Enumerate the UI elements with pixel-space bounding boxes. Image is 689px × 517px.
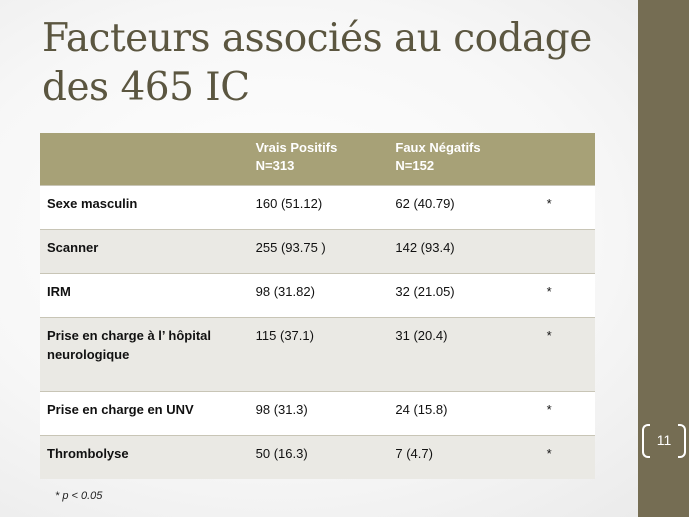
table-row <box>40 391 595 435</box>
row-significance: * <box>546 195 552 211</box>
header-vrais-positifs <box>249 133 389 185</box>
row-fn-value: 32 (21.05) <box>395 283 455 299</box>
row-label: Prise en charge à l’ hôpital neurologique <box>47 327 212 362</box>
row-vp-value: 115 (37.1) <box>255 327 314 343</box>
table-row <box>40 185 595 229</box>
table-row <box>40 229 595 273</box>
table-row <box>40 317 595 391</box>
table-header-row <box>40 133 595 185</box>
row-vp-value: 98 (31.3) <box>255 401 308 417</box>
row-fn-value: 24 (15.8) <box>395 401 448 417</box>
row-vp-value: 160 (51.12) <box>255 195 323 211</box>
page-number: 11 <box>656 432 672 448</box>
header-vp-count: N=313 <box>255 158 295 173</box>
row-fn-value: 7 (4.7) <box>395 445 433 461</box>
row-label: Sexe masculin <box>47 195 138 211</box>
slide-title <box>42 14 622 112</box>
title-line-2: des 465 IC <box>42 65 250 110</box>
bracket-left-icon <box>642 424 650 458</box>
table-row <box>40 435 595 479</box>
header-empty <box>40 133 249 185</box>
bracket-right-icon <box>678 424 686 458</box>
footnote: * p < 0.05 <box>55 490 103 502</box>
row-significance: * <box>546 401 552 417</box>
header-faux-negatifs <box>388 133 539 185</box>
header-vp-label: Vrais Positifs <box>255 140 338 155</box>
row-fn-value: 142 (93.4) <box>395 239 455 255</box>
factors-table <box>40 133 595 479</box>
row-significance <box>540 229 595 273</box>
row-label: Scanner <box>47 239 99 255</box>
row-label: Prise en charge en UNV <box>47 401 194 417</box>
row-fn-value: 31 (20.4) <box>395 327 448 343</box>
row-significance: * <box>546 445 552 461</box>
row-fn-value: 62 (40.79) <box>395 195 455 211</box>
row-vp-value: 98 (31.82) <box>255 283 315 299</box>
page-number-badge <box>642 424 686 456</box>
row-significance: * <box>546 283 552 299</box>
title-line-1: Facteurs associés au codage <box>42 16 592 61</box>
header-fn-label: Faux Négatifs <box>395 140 481 155</box>
row-vp-value: 255 (93.75 ) <box>255 239 326 255</box>
table-row <box>40 273 595 317</box>
header-significance <box>540 133 595 185</box>
header-fn-count: N=152 <box>395 158 435 173</box>
row-label: Thrombolyse <box>47 445 129 461</box>
row-vp-value: 50 (16.3) <box>255 445 308 461</box>
row-significance: * <box>546 327 552 343</box>
row-label: IRM <box>47 283 71 299</box>
